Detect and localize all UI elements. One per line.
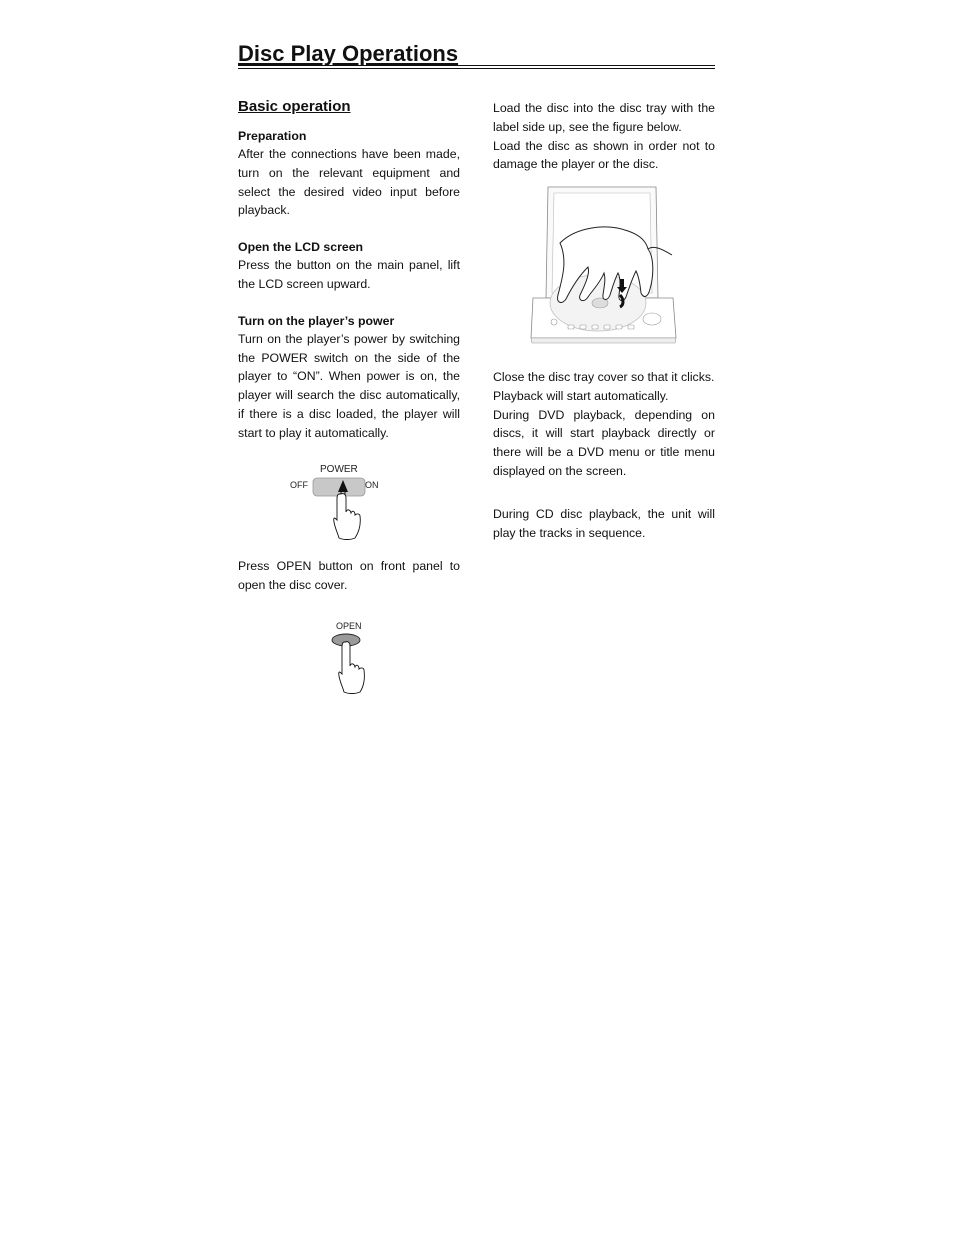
title-rule-double xyxy=(238,68,715,69)
lcd-block xyxy=(238,238,460,294)
close-text-2: Playback will start automatically. xyxy=(493,388,669,403)
power-label: POWER xyxy=(320,464,358,475)
load-text-2: Load the disc as shown in order not to damage the player or the disc. xyxy=(493,138,715,172)
hand-pointer-icon xyxy=(339,642,365,694)
power-on-label: ON xyxy=(365,480,379,490)
power-off-label: OFF xyxy=(290,480,308,490)
open-label: OPEN xyxy=(336,621,362,631)
preparation-heading: Preparation xyxy=(238,129,307,143)
hand-pointer-icon xyxy=(334,494,361,540)
power-block xyxy=(238,312,460,443)
dvd-text: During DVD playback, depending on discs, it will start playback directly or there will be a DVD menu or title menu displayed on the screen. xyxy=(493,407,715,478)
power-switch-illustration xyxy=(305,476,375,546)
open-button-illustration xyxy=(318,632,378,697)
cd-instruction xyxy=(493,505,715,543)
section-title: Basic operation xyxy=(238,98,351,115)
power-switch-icon xyxy=(313,478,365,496)
lcd-text: Press the button on the main panel, lift the LCD screen upward. xyxy=(238,258,460,291)
open-text: Press OPEN button on front panel to open the disc cover. xyxy=(238,559,460,592)
close-instruction xyxy=(493,368,715,481)
power-text: Turn on the player’s power by switching the POWER switch on the side of the player to “ON”. When power is on, the player will search the disc automatically, if there is a disc loaded, the player will start to play it automatically. xyxy=(238,331,460,440)
load-text-1: Load the disc into the disc tray with the label side up, see the figure below. xyxy=(493,101,715,134)
preparation-text: After the connections have been made, turn on the relevant equipment and select the desired video input before playback. xyxy=(238,147,460,218)
open-instruction xyxy=(238,557,460,595)
right-column xyxy=(493,99,715,174)
lcd-heading: Open the LCD screen xyxy=(238,240,364,255)
title-rule xyxy=(238,65,715,66)
preparation-block xyxy=(238,127,460,220)
power-heading: Turn on the player’s power xyxy=(238,313,395,328)
cd-text: During CD disc playback, the unit will play the tracks in sequence. xyxy=(493,507,715,540)
left-column xyxy=(238,97,460,443)
close-text-1: Close the disc tray cover so that it clicks. xyxy=(493,370,715,384)
page-title: Disc Play Operations xyxy=(238,41,459,66)
dvd-player-illustration xyxy=(528,183,678,345)
